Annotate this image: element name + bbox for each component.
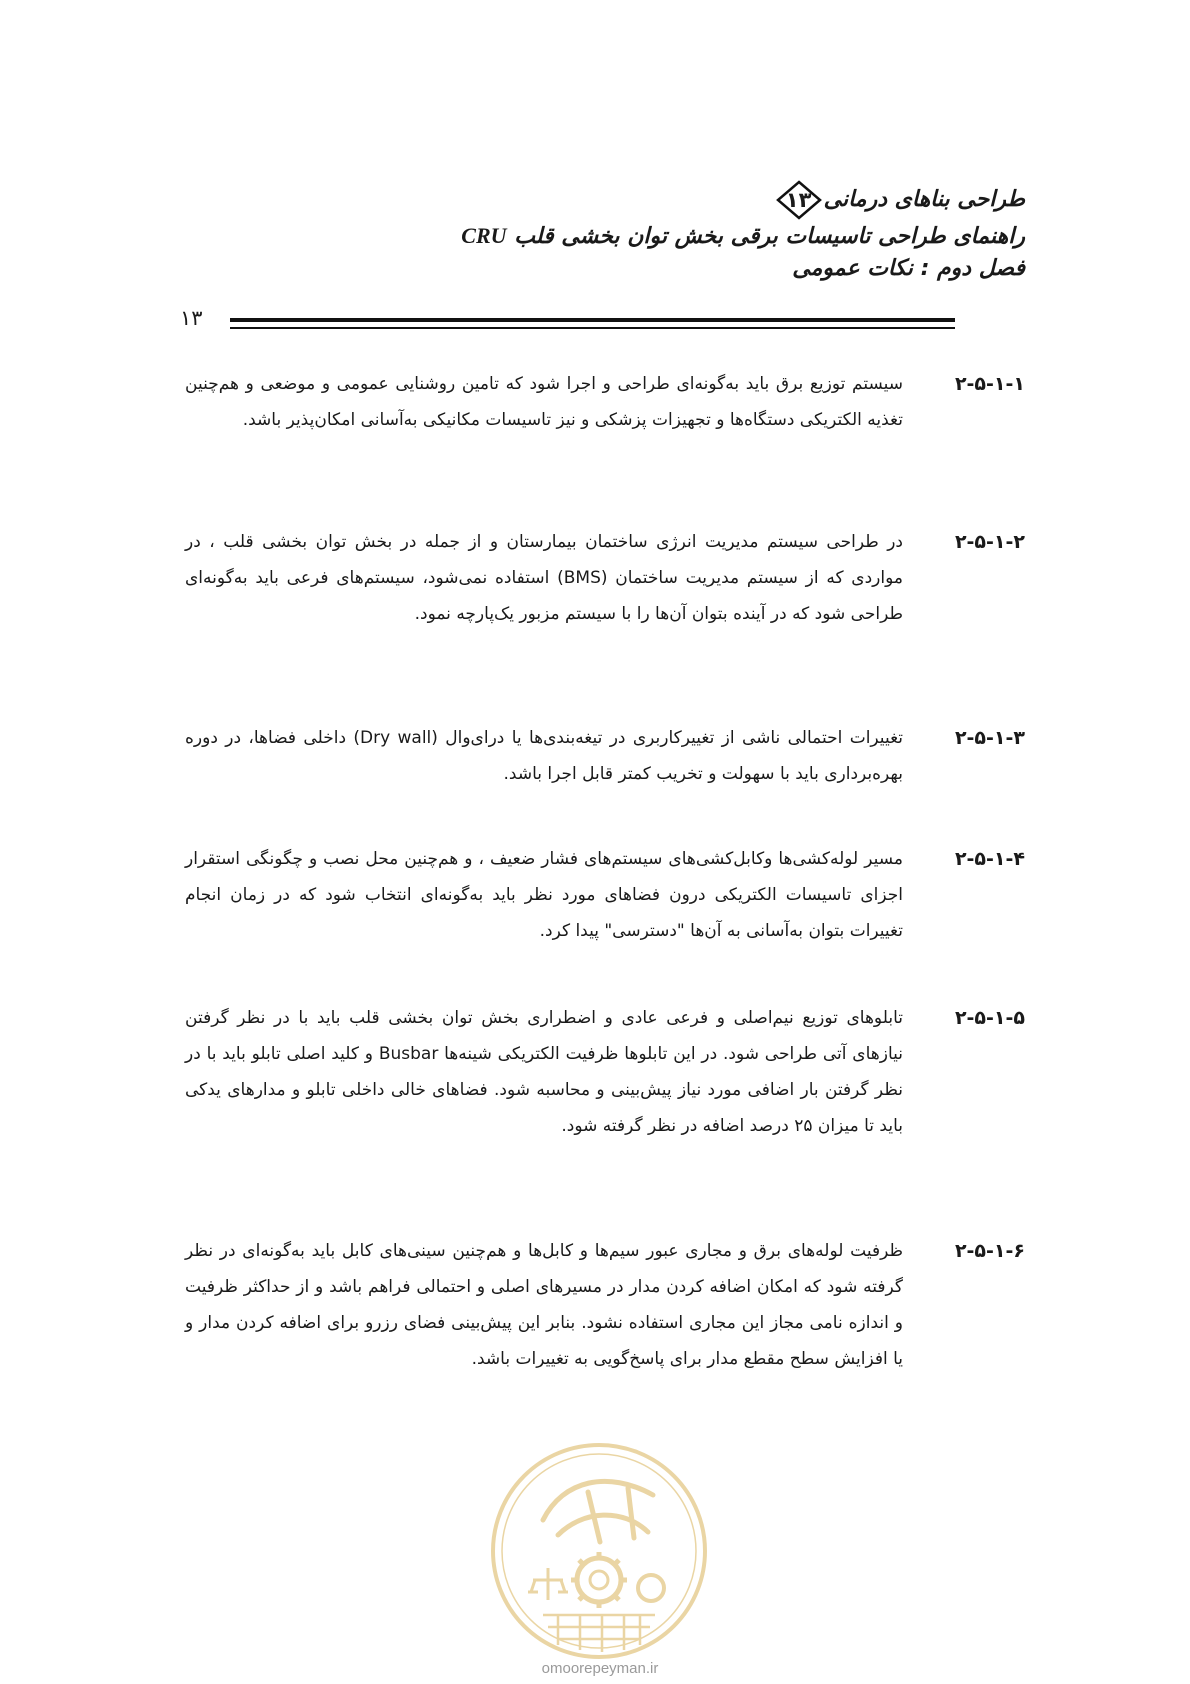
section-text: سیستم توزیع برق باید به‌گونه‌ای طراحی و اجرا شود که تامین روشنایی عمومی و موضعی و هم‌چنین تغذیه الکتریکی دستگاه‌ها و تجهیزات پزشکی و نیز تاسیسات مکانیکی به‌آسانی امکان‌پذیر باشد. <box>185 374 903 430</box>
section-number: ۲-۵-۱-۳ <box>954 727 1025 749</box>
page-header <box>325 180 1025 285</box>
series-title: طراحی بناهای درمانی <box>823 187 1025 212</box>
book-number: ۱۳ <box>785 188 812 212</box>
section-text: ظرفیت لوله‌های برق و مجاری عبور سیم‌ها و کابل‌ها و هم‌چنین سینی‌های کابل باید به‌گونه‌ای در نظر گرفته شود که امکان اضافه کردن مدار در مسیرهای اصلی و احتمالی فراهم باشد و از حداکثر ظرفیت و اندازه نامی مجاز این مجاری استفاده نشود. بنابر این پیش‌بینی فضای رزرو برای اضافه کردن مدار و یا افزایش سطح مقطع مدار برای پاسخ‌گویی به تغییرات باشد. <box>185 1241 903 1369</box>
page-number: ۱۳ <box>180 306 203 330</box>
guide-title: راهنمای طراحی تاسیسات برقی بخش توان بخشی قلب <box>514 224 1025 249</box>
section-text: مسیر لوله‌کشی‌ها وکابل‌کشی‌های سیستم‌های فشار ضعیف ، و هم‌چنین محل نصب و چگونگی استقرار اجزای تاسیسات الکتریکی درون فضاهای مورد نظر باید به‌گونه‌ای انتخاب شود که در زمان انجام تغییرات بتوان به‌آسانی به آن‌ها "دسترسی" پیدا کرد. <box>185 849 903 941</box>
section-number: ۲-۵-۱-۱ <box>954 373 1025 395</box>
series-title-line <box>325 180 1025 220</box>
seal-icon <box>488 1440 710 1662</box>
section-number: ۲-۵-۱-۶ <box>954 1240 1025 1262</box>
header-rule-thin <box>230 327 955 329</box>
chapter-title: فصل دوم : نکات عمومی <box>792 256 1025 281</box>
header-rule <box>230 318 955 322</box>
section-text: در طراحی سیستم مدیریت انرژی ساختمان بیمارستان و از جمله در بخش توان بخشی قلب ، در مواردی که از سیستم مدیریت ساختمان (BMS) استفاده نمی‌شود، سیستم‌های فرعی باید به‌گونه‌ای طراحی شود که در آینده بتوان آن‌ها را با سیستم مزبور یک‌پارچه نمود. <box>185 532 904 624</box>
section-text: تغییرات احتمالی ناشی از تغییرکاربری در تیغه‌بندی‌ها یا درای‌وال (Dry wall) داخلی فضاها، در دوره بهره‌برداری باید با سهولت و تخریب کمتر قابل اجرا باشد. <box>185 728 904 784</box>
section-text: تابلوهای توزیع نیم‌اصلی و فرعی عادی و اضطراری بخش توان بخشی قلب باید با در نظر گرفتن نیازهای آتی طراحی شود. در این تابلوها ظرفیت الکتریکی شینه‌ها Busbar و کلید اصلی تابلو باید با در نظر گرفتن بار اضافی مورد نیاز پیش‌بینی و محاسبه شود. فضاهای خالی داخلی تابلو و مدارهای یدکی باید تا میزان ۲۵ درصد اضافه در نظر گرفته شود. <box>185 1008 904 1136</box>
section-number: ۲-۵-۱-۲ <box>954 531 1025 553</box>
book-number-badge <box>776 180 822 220</box>
guide-title-line <box>325 220 1025 253</box>
watermark-seal <box>488 1440 710 1662</box>
section-number: ۲-۵-۱-۵ <box>954 1007 1025 1029</box>
guide-title-latin: CRU <box>461 223 507 248</box>
section-number: ۲-۵-۱-۴ <box>954 848 1025 870</box>
watermark-url: omoorepeyman.ir <box>541 1660 659 1677</box>
